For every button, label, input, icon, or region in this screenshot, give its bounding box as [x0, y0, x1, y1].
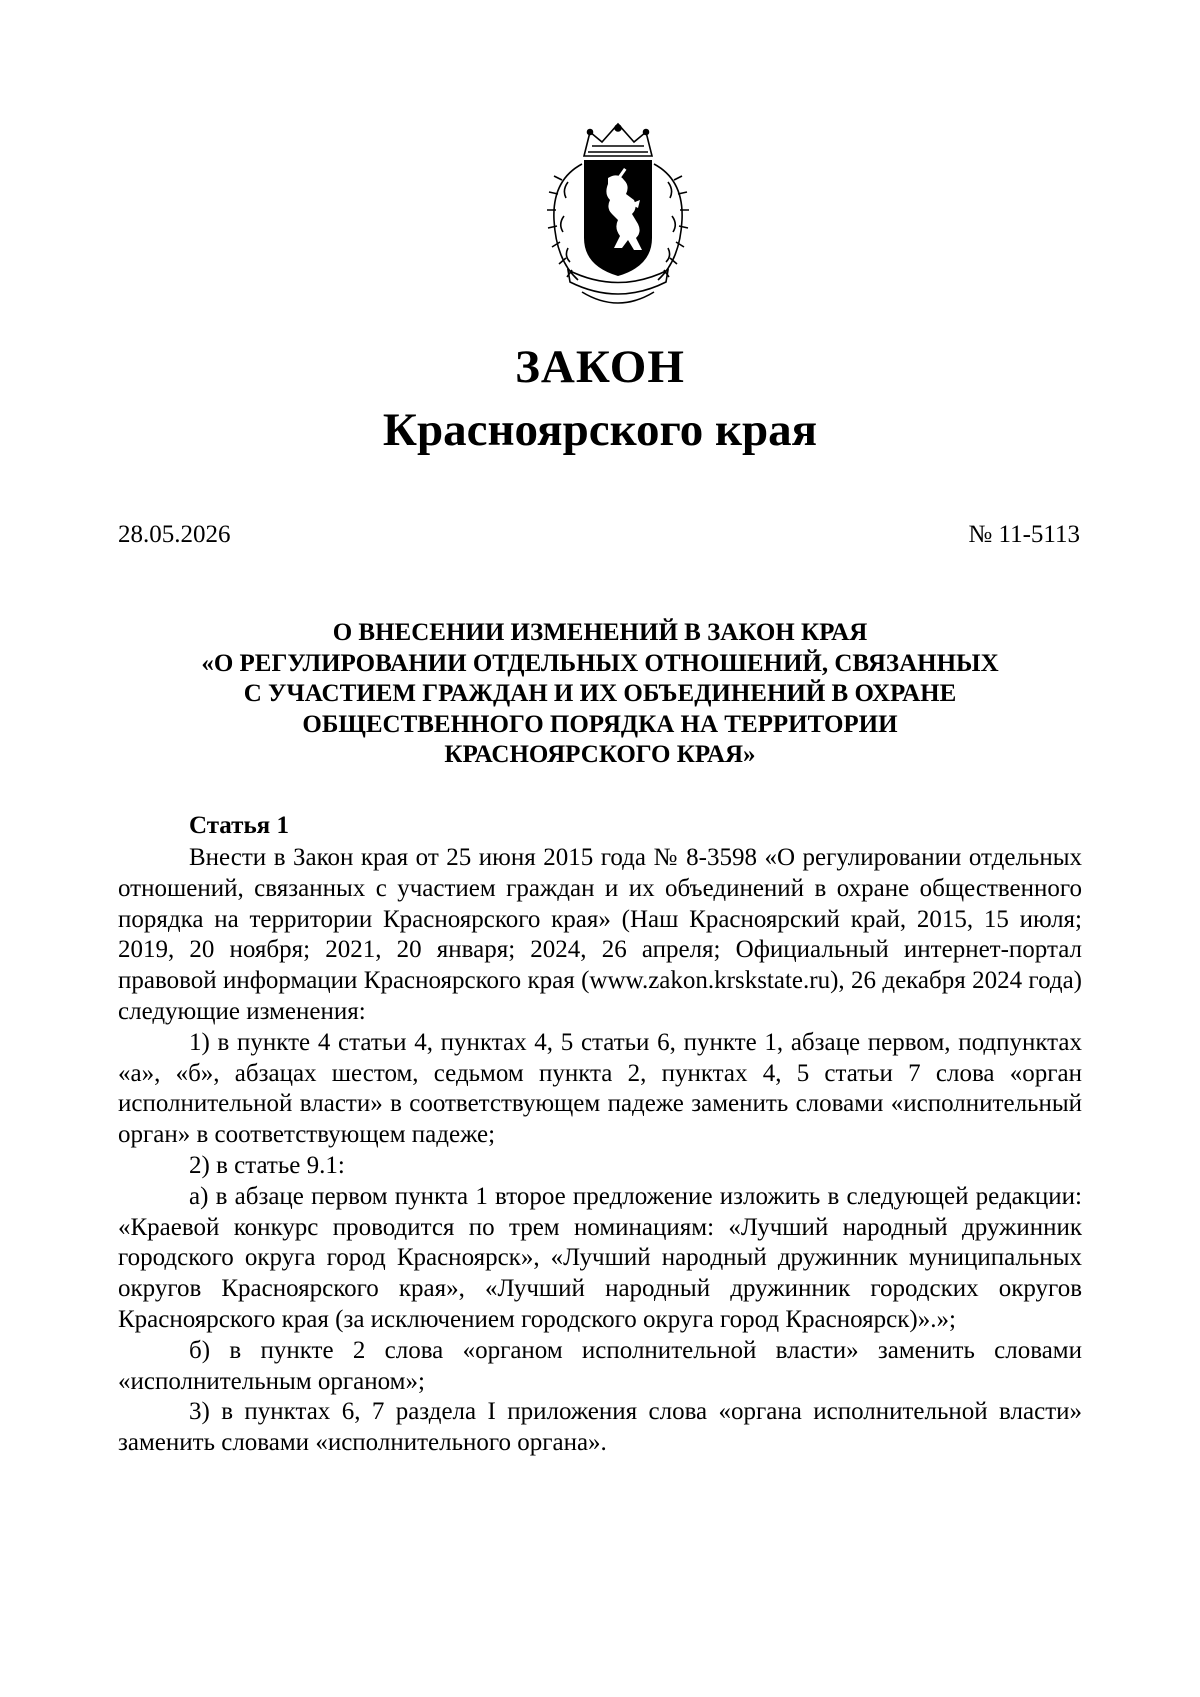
law-number: № 11-5113 [968, 521, 1080, 548]
law-region: Красноярского края [382, 404, 818, 456]
law-date: 28.05.2026 [118, 521, 231, 548]
heading-line: О ВНЕСЕНИИ ИЗМЕНЕНИЙ В ЗАКОН КРАЯ [332, 619, 868, 646]
law-title: ЗАКОН [515, 341, 685, 393]
article-title: Статья 1 [189, 812, 289, 839]
coat-of-arms-emblem [538, 120, 698, 318]
law-heading [140, 618, 1060, 771]
body-paragraph: а) в абзаце первом пункта 1 второе предложение изложить в следующей редакции: «Краевой конкурс проводится по трем номинациям: «Лучший народный дружинник городского округа город Красноярск», «Лучший народный дружинник муниципальных округов Красноярского края», «Лучший народный дружинник городских округов Красноярского края (за исключением городского округа город Красноярск)».»; [118, 1182, 1082, 1333]
heading-line: С УЧАСТИЕМ ГРАЖДАН И ИХ ОБЪЕДИНЕНИЙ В ОХРАНЕ [243, 680, 957, 707]
body-paragraph: 2) в статье 9.1: [189, 1151, 345, 1179]
heading-line: КРАСНОЯРСКОГО КРАЯ» [444, 741, 756, 768]
heading-line: ОБЩЕСТВЕННОГО ПОРЯДКА НА ТЕРРИТОРИИ [302, 710, 898, 738]
body-paragraph: 3) в пунктах 6, 7 раздела I приложения слова «органа исполнительной власти» заменить словами «исполнительного органа». [118, 1398, 1082, 1457]
body-paragraph: 1) в пункте 4 статьи 4, пунктах 4, 5 статьи 6, пункте 1, абзаце первом, подпунктах «а», «б», абзацах шестом, седьмом пункта 2, пунктах 4, 5 статьи 7 слова «орган исполнительной власти» в соответствующем падеже заменить словами «исполнительный орган» в соответствующем падеже; [118, 1028, 1082, 1149]
body-paragraph: Внести в Закон края от 25 июня 2015 года № 8-3598 «О регулировании отдельных отношений, связанных с участием граждан и их объединений в охране общественного порядка на территории Красноярского края» (Наш Красноярский край, 2015, 15 июля; 2019, 20 ноября; 2021, 20 января; 2024, 26 апреля; Официальный интернет-портал правовой информации Красноярского края (www.zakon.krskstate.ru), 26 декабря 2024 года) следующие изменения: [118, 844, 1082, 1025]
heading-line: «О РЕГУЛИРОВАНИИ ОТДЕЛЬНЫХ ОТНОШЕНИЙ, СВЯЗАННЫХ [201, 649, 999, 677]
article-body [118, 843, 1082, 1459]
body-paragraph: б) в пункте 2 слова «органом исполнительной власти» заменить словами «исполнительным органом»; [118, 1336, 1082, 1395]
